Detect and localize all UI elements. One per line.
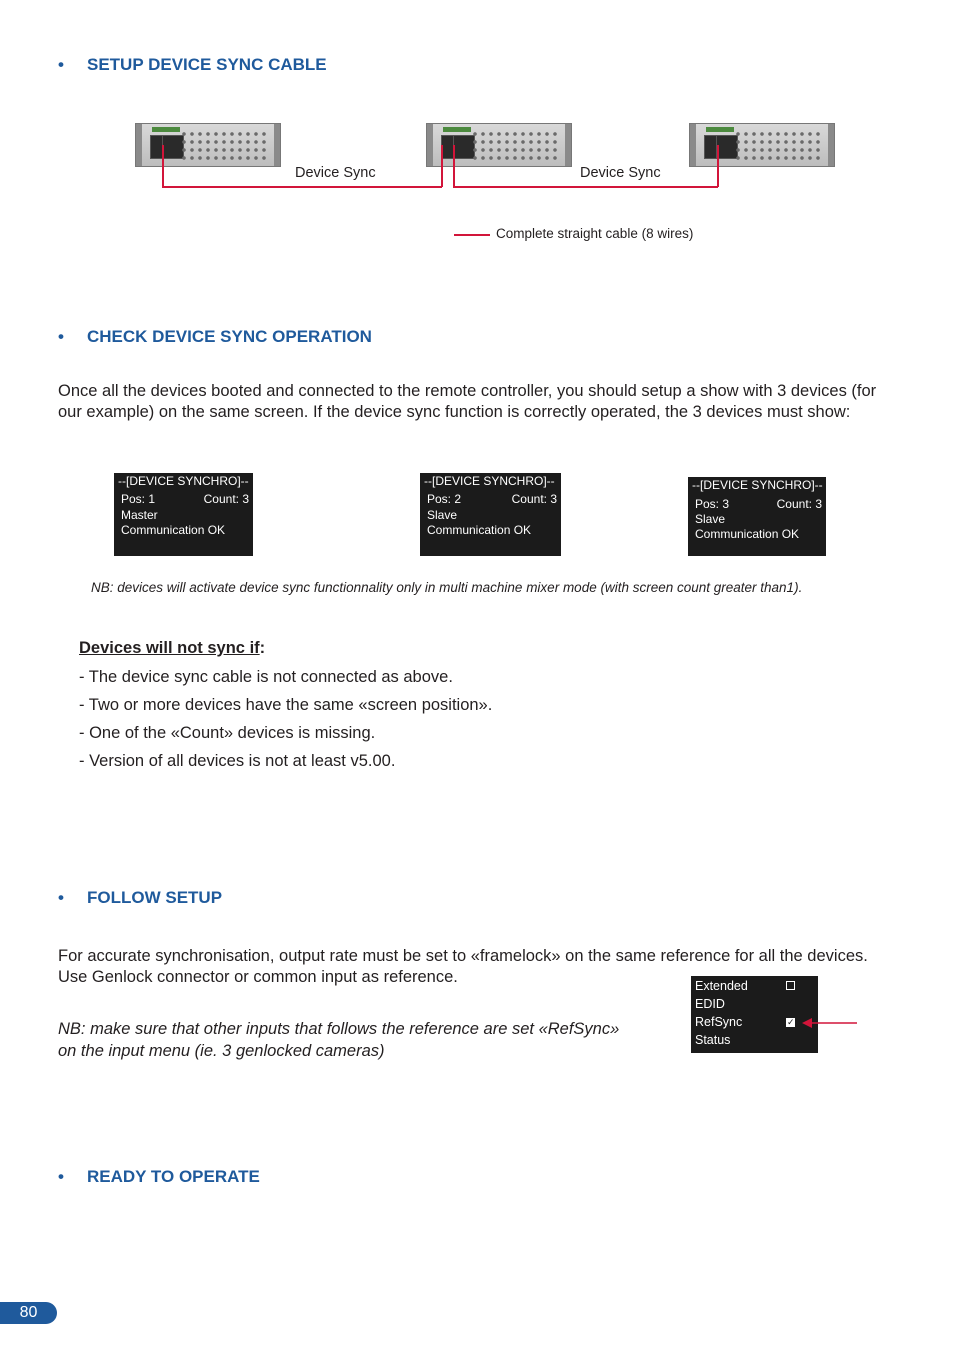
lcd-count: Count: 3 [776,497,822,511]
paragraph-line: our example) on the same screen. If the device sync function is correctly operated, the 3 devices must show: [58,403,851,421]
section-heading-ready [58,1167,260,1187]
paragraph-line: NB: make sure that other inputs that follows the reference are set «RefSync» [58,1020,620,1038]
heading-text: FOLLOW SETUP [87,888,223,907]
no-sync-colon: : [259,639,266,657]
refsync-checkbox: ✓ [787,1017,795,1027]
lcd-pos: Pos: 1 [121,492,156,506]
lcd-screen-1 [114,473,253,556]
lcd-role: Slave [695,512,726,526]
list-item: - One of the «Count» devices is missing. [79,724,376,742]
section-heading-check-operation [58,327,372,347]
device-rear-panel-3 [689,123,835,167]
nb-sync-note: NB: devices will activate device sync functionnality only in multi machine mixer mode (with screen count greater than1). [91,580,803,595]
device-sync-label: Device Sync [580,165,661,181]
lcd-count: Count: 3 [511,492,557,506]
device-sync-label: Device Sync [295,165,376,181]
bullet: • [58,1167,64,1186]
lcd-header: --[DEVICE SYNCHRO]-- [692,478,823,492]
legend-line [454,234,490,236]
menu-item-extended: Extended [695,979,748,993]
lcd-status: Communication OK [695,527,800,541]
lcd-count: Count: 3 [203,492,249,506]
input-menu-screen [691,976,818,1053]
lcd-pos: Pos: 3 [695,497,730,511]
paragraph-line: For accurate synchronisation, output rate must be set to «framelock» on the same reference for all the devices. [58,947,868,965]
menu-item-edid: EDID [695,997,725,1011]
page-number: 80 [0,1302,57,1324]
lcd-pos: Pos: 2 [427,492,462,506]
heading-text: SETUP DEVICE SYNC CABLE [87,55,327,74]
lcd-header: --[DEVICE SYNCHRO]-- [424,474,555,488]
paragraph-line: on the input menu (ie. 3 genlocked cameras) [58,1042,385,1060]
lcd-role: Slave [427,508,458,522]
paragraph-line: Once all the devices booted and connected to the remote controller, you should setup a show with 3 devices (for [58,382,877,400]
lcd-role: Master [121,508,158,522]
no-sync-title [79,639,265,658]
menu-item-status: Status [695,1033,731,1047]
bullet: • [58,55,64,74]
menu-item-refsync: RefSync [695,1015,743,1029]
bullet: • [58,888,64,907]
bullet: • [58,327,64,346]
check-paragraph [58,381,876,423]
paragraph-line: Use Genlock connector or common input as reference. [58,968,458,986]
lcd-header: --[DEVICE SYNCHRO]-- [118,474,249,488]
pointer-arrow-icon [800,1015,860,1031]
device-rear-panel-2 [426,123,572,167]
lcd-screen-2 [420,473,561,556]
lcd-screen-3 [688,477,826,556]
section-heading-setup-cable [58,55,327,75]
lcd-status: Communication OK [121,523,226,537]
nb-refsync-note [58,1018,619,1062]
list-item: - The device sync cable is not connected as above. [79,668,453,686]
legend-text: Complete straight cable (8 wires) [496,226,694,241]
heading-text: READY TO OPERATE [87,1167,260,1186]
lcd-status: Communication OK [427,523,532,537]
list-item: - Version of all devices is not at least v5.00. [79,752,396,770]
no-sync-title-text: Devices will not sync if [79,639,260,657]
section-heading-follow-setup [58,888,222,908]
extended-checkbox [786,981,795,990]
device-rear-panel-1 [135,123,281,167]
heading-text: CHECK DEVICE SYNC OPERATION [87,327,372,346]
list-item: - Two or more devices have the same «screen position». [79,696,493,714]
